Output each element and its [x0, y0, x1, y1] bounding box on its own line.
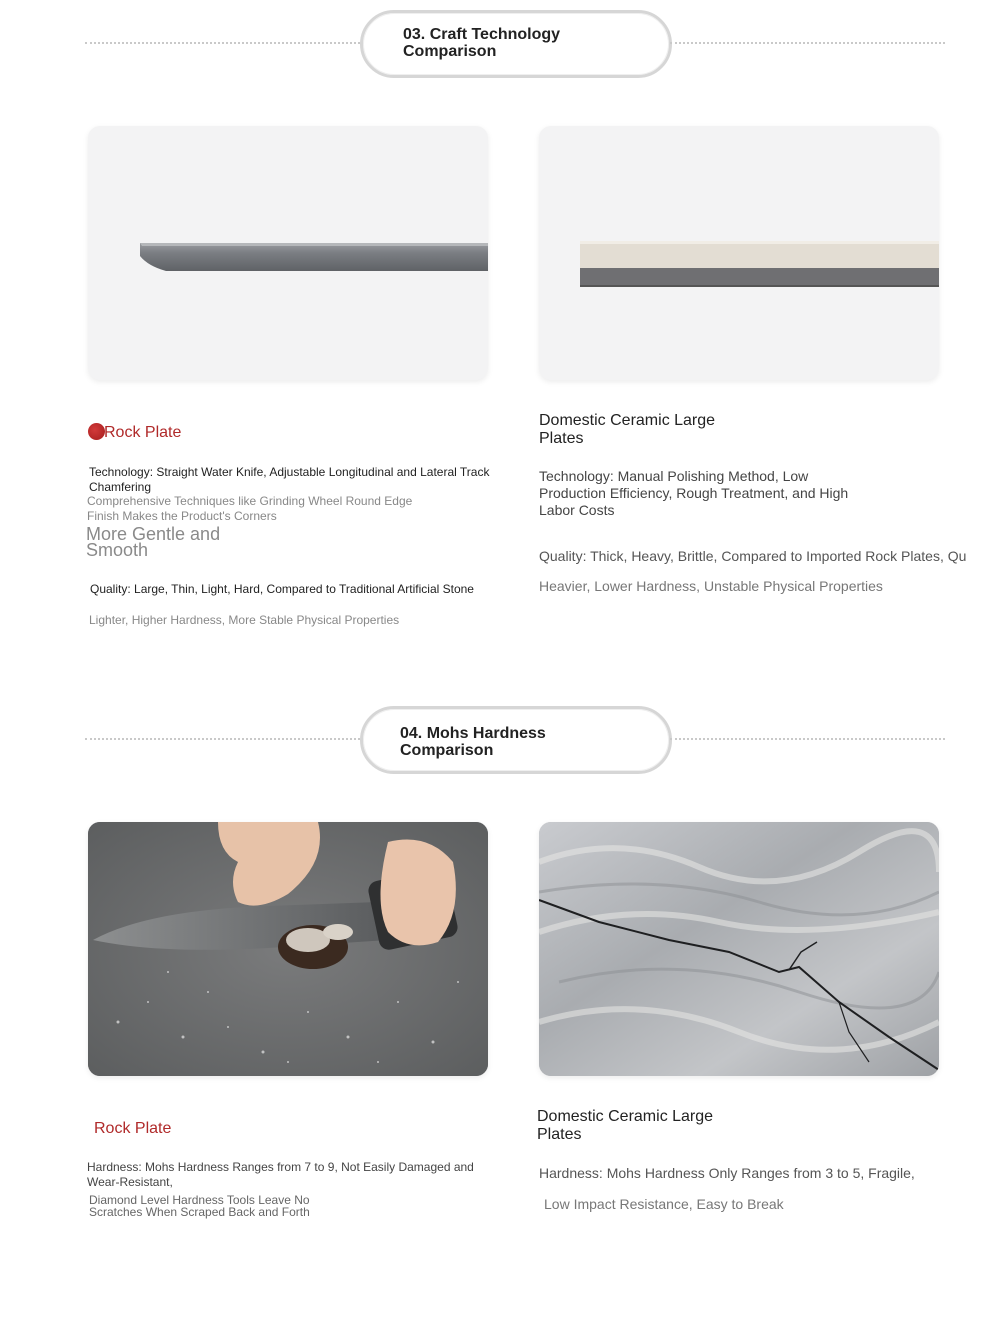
ceramic-plate-edge-image [539, 126, 939, 380]
rock-plate-quality-2: Lighter, Higher Hardness, More Stable Physical Properties [89, 613, 400, 627]
ceramic-plate-heading: Domestic Ceramic Large Plates [539, 412, 716, 447]
section-03-header [85, 10, 945, 80]
ceramic-plate-edge-illustration [539, 126, 939, 380]
red-dot-icon [88, 423, 105, 440]
divider-right [670, 738, 945, 740]
rock-plate-technology-2: Comprehensive Techniques like Grinding Wheel Round Edge Finish Makes the Product's Corners [87, 494, 413, 523]
rock-plate-heading: Rock Plate [104, 424, 182, 441]
divider-right [670, 42, 945, 44]
section-04-title: 04. Mohs Hardness Comparison [400, 725, 546, 759]
ceramic-plate-technology: Technology: Manual Polishing Method, Low Production Efficiency, Rough Treatment, and High Labor Costs [539, 468, 849, 518]
cracked-ceramic-illustration [539, 822, 939, 1076]
rock-plate-hardness-2: Diamond Level Hardness Tools Leave No Scratches When Scraped Back and Forth [89, 1193, 310, 1219]
rock-plate-edge-illustration [88, 126, 488, 380]
ceramic-plate-hardness-heading: Domestic Ceramic Large Plates [537, 1108, 714, 1143]
divider-left [85, 738, 360, 740]
rock-plate-edge-image [88, 126, 488, 380]
ceramic-plate-hardness-1: Hardness: Mohs Hardness Only Ranges from 3 to 5, Fragile, [539, 1165, 915, 1181]
rock-plate-emphasis: More Gentle and Smooth [86, 524, 221, 560]
section-04-title-pill [360, 706, 672, 774]
rock-plate-technology-1: Technology: Straight Water Knife, Adjustable Longitudinal and Lateral Track Chamfering [89, 465, 490, 494]
section-04-header [85, 706, 945, 776]
cracked-ceramic-photo [539, 822, 939, 1076]
ceramic-plate-hardness-2: Low Impact Resistance, Easy to Break [544, 1196, 784, 1212]
rock-plate-hardness-heading: Rock Plate [94, 1120, 172, 1137]
section-03-title: 03. Craft Technology Comparison [403, 26, 561, 60]
knife-scraping-illustration [88, 822, 488, 1076]
ceramic-plate-quality-2: Heavier, Lower Hardness, Unstable Physical Properties [539, 578, 883, 594]
knife-scraping-photo [88, 822, 488, 1076]
divider-left [85, 42, 360, 44]
rock-plate-quality-1: Quality: Large, Thin, Light, Hard, Compared to Traditional Artificial Stone [90, 582, 474, 596]
ceramic-plate-quality-1: Quality: Thick, Heavy, Brittle, Compared to Imported Rock Plates, Qu [539, 548, 967, 564]
section-03-title-pill [360, 10, 672, 78]
rock-plate-hardness-1: Hardness: Mohs Hardness Ranges from 7 to 9, Not Easily Damaged and Wear-Resistant, [87, 1160, 474, 1189]
